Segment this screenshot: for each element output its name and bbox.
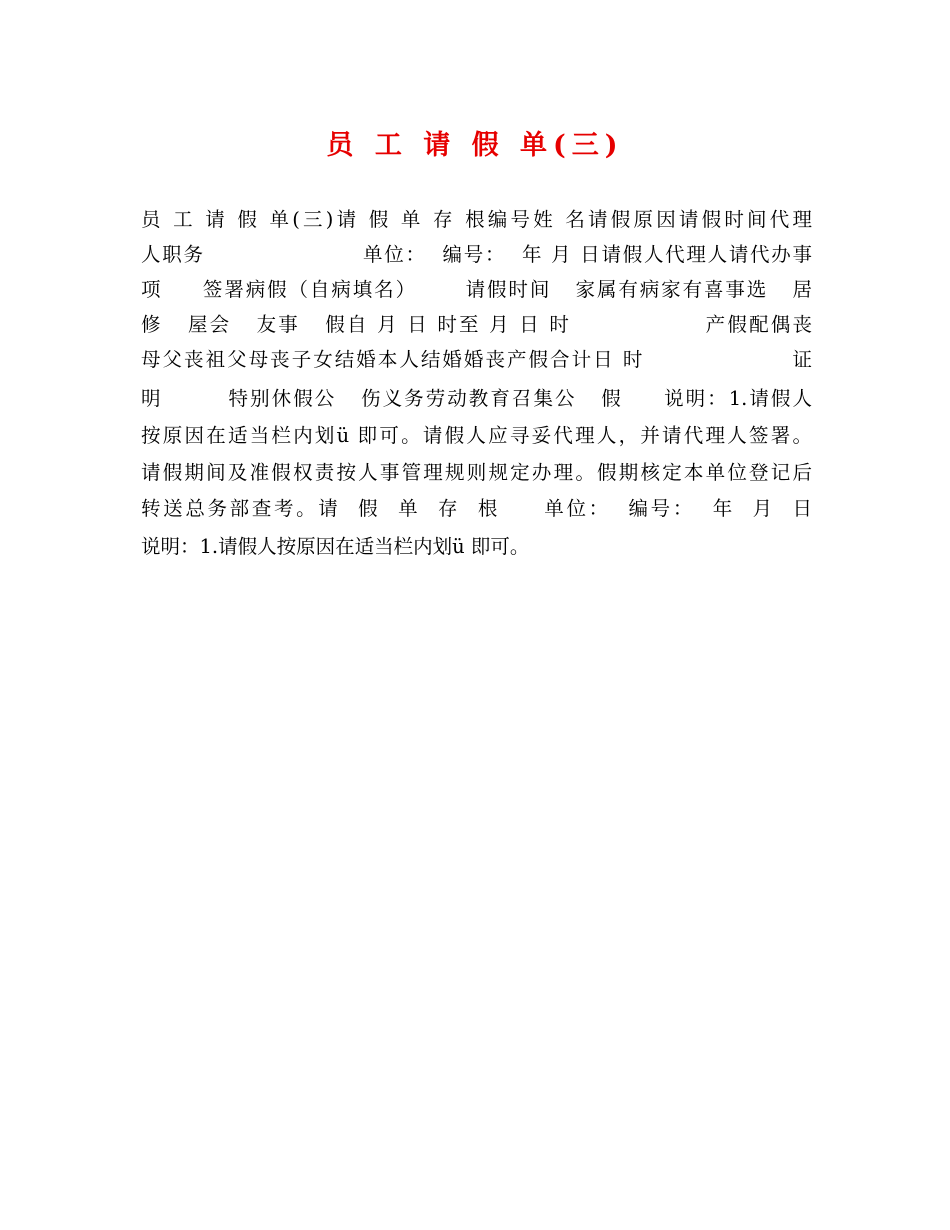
body-line-1: 员 工 请 假 单(三)请 假 单 存 根编号姓 名请假原因请假时间代理 bbox=[141, 208, 812, 231]
document-title: 员 工 请 假 单(三) bbox=[326, 130, 624, 161]
body-line-2: 人职务 单位： 编号： 年 月 日请假人代理人请代办事 bbox=[141, 243, 812, 266]
body-line-7: 按原因在适当栏内划ü 即可。请假人应寻妥代理人，并请代理人签署。 bbox=[141, 424, 812, 447]
body-line-9: 转送总务部查考。请 假 单 存 根 单位： 编号： 年 月 日 bbox=[141, 497, 812, 520]
body-line-8: 请假期间及准假权责按人事管理规则规定办理。假期核定本单位登记后 bbox=[141, 461, 812, 484]
body-line-5: 母父丧祖父母丧子女结婚本人结婚婚丧产假合计日 时 证 bbox=[141, 348, 812, 371]
body-line-10: 说明：1.请假人按原因在适当栏内划ü 即可。 bbox=[141, 535, 530, 558]
body-line-4: 修 屋会 友事 假自 月 日 时至 月 日 时 产假配偶丧 bbox=[141, 313, 812, 336]
body-line-3: 项 签署病假（自病填名） 请假时间 家属有病家有喜事选 居 bbox=[141, 278, 812, 301]
body-line-6: 明 特别休假公 伤义务劳动教育召集公 假 说明：1.请假人 bbox=[141, 387, 812, 410]
